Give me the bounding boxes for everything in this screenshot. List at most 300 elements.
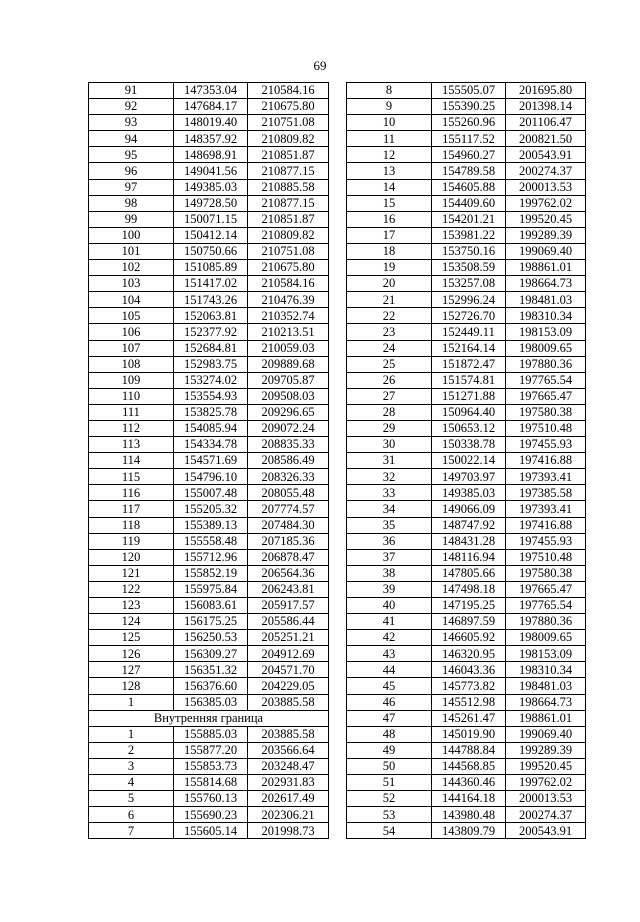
point-number-cell: 36 [347,533,432,549]
y-coordinate-cell: 199520.45 [506,758,586,774]
y-coordinate-cell: 204912.69 [248,646,329,662]
table-row [347,533,586,549]
x-coordinate-cell: 147684.17 [174,99,248,115]
y-coordinate-cell: 205586.44 [248,614,329,630]
table-row [89,260,329,276]
point-number-cell: 15 [347,195,432,211]
x-coordinate-cell: 146320.95 [432,646,506,662]
point-number-cell: 37 [347,549,432,565]
y-coordinate-cell: 199762.02 [506,195,586,211]
y-coordinate-cell: 201998.73 [248,823,329,839]
table-row [89,533,329,549]
x-coordinate-cell: 152726.70 [432,308,506,324]
point-number-cell: 119 [89,533,174,549]
point-number-cell: 114 [89,453,174,469]
point-number-cell: 6 [89,807,174,823]
x-coordinate-cell: 143980.48 [432,807,506,823]
y-coordinate-cell: 199762.02 [506,775,586,791]
point-number-cell: 18 [347,243,432,259]
y-coordinate-cell: 198664.73 [506,276,586,292]
table-row [347,469,586,485]
x-coordinate-cell: 144164.18 [432,791,506,807]
table-row [89,195,329,211]
point-number-cell: 17 [347,227,432,243]
table-row [347,131,586,147]
table-row [347,292,586,308]
page-number: 69 [313,58,327,73]
point-number-cell: 127 [89,662,174,678]
y-coordinate-cell: 198153.09 [506,324,586,340]
x-coordinate-cell: 144568.85 [432,758,506,774]
y-coordinate-cell: 210584.16 [248,276,329,292]
point-number-cell: 95 [89,147,174,163]
point-number-cell: 48 [347,726,432,742]
point-number-cell: 8 [347,83,432,99]
table-row [347,710,586,726]
table-row [347,662,586,678]
x-coordinate-cell: 155814.68 [174,775,248,791]
point-number-cell: 43 [347,646,432,662]
point-number-cell: 101 [89,243,174,259]
y-coordinate-cell: 197510.48 [506,420,586,436]
y-coordinate-cell: 197880.36 [506,356,586,372]
x-coordinate-cell: 150022.14 [432,453,506,469]
y-coordinate-cell: 206878.47 [248,549,329,565]
x-coordinate-cell: 149066.09 [432,501,506,517]
y-coordinate-cell: 197665.47 [506,388,586,404]
point-number-cell: 33 [347,485,432,501]
point-number-cell: 29 [347,420,432,436]
point-number-cell: 28 [347,404,432,420]
y-coordinate-cell: 199069.40 [506,726,586,742]
table-row [89,678,329,694]
y-coordinate-cell: 204571.70 [248,662,329,678]
table-row [89,115,329,131]
point-number-cell: 38 [347,565,432,581]
x-coordinate-cell: 155690.23 [174,807,248,823]
point-number-cell: 108 [89,356,174,372]
table-row [347,404,586,420]
y-coordinate-cell: 197765.54 [506,372,586,388]
y-coordinate-cell: 199069.40 [506,243,586,259]
x-coordinate-cell: 150964.40 [432,404,506,420]
y-coordinate-cell: 199520.45 [506,211,586,227]
x-coordinate-cell: 155205.32 [174,501,248,517]
y-coordinate-cell: 210877.15 [248,195,329,211]
x-coordinate-cell: 156175.25 [174,614,248,630]
table-row [347,598,586,614]
point-number-cell: 27 [347,388,432,404]
x-coordinate-cell: 151271.88 [432,388,506,404]
y-coordinate-cell: 209296.65 [248,404,329,420]
x-coordinate-cell: 154796.10 [174,469,248,485]
x-coordinate-cell: 151085.89 [174,260,248,276]
table-row [347,340,586,356]
x-coordinate-cell: 153274.02 [174,372,248,388]
point-number-cell: 34 [347,501,432,517]
table-row [89,163,329,179]
y-coordinate-cell: 204229.05 [248,678,329,694]
y-coordinate-cell: 202931.83 [248,775,329,791]
point-number-cell: 120 [89,549,174,565]
left-coordinates-table [88,82,329,839]
table-row [347,276,586,292]
x-coordinate-cell: 152063.81 [174,308,248,324]
table-row [347,324,586,340]
table-row [89,598,329,614]
point-number-cell: 94 [89,131,174,147]
point-number-cell: 2 [89,742,174,758]
y-coordinate-cell: 209705.87 [248,372,329,388]
point-number-cell: 3 [89,758,174,774]
x-coordinate-cell: 148116.94 [432,549,506,565]
table-row [347,630,586,646]
point-number-cell: 30 [347,437,432,453]
table-row [89,614,329,630]
point-number-cell: 40 [347,598,432,614]
table-row [89,437,329,453]
y-coordinate-cell: 208586.49 [248,453,329,469]
table-row [347,388,586,404]
x-coordinate-cell: 148431.28 [432,533,506,549]
table-row [89,775,329,791]
table-row [347,742,586,758]
y-coordinate-cell: 210584.16 [248,83,329,99]
x-coordinate-cell: 156309.27 [174,646,248,662]
point-number-cell: 35 [347,517,432,533]
table-row [89,211,329,227]
y-coordinate-cell: 197665.47 [506,581,586,597]
point-number-cell: 104 [89,292,174,308]
table-row [347,179,586,195]
x-coordinate-cell: 153554.93 [174,388,248,404]
point-number-cell: 21 [347,292,432,308]
point-number-cell: 53 [347,807,432,823]
point-number-cell: 100 [89,227,174,243]
y-coordinate-cell: 200274.37 [506,163,586,179]
x-coordinate-cell: 155605.14 [174,823,248,839]
y-coordinate-cell: 203885.58 [248,726,329,742]
table-row [347,614,586,630]
x-coordinate-cell: 154201.21 [432,211,506,227]
x-coordinate-cell: 156376.60 [174,678,248,694]
y-coordinate-cell: 198861.01 [506,260,586,276]
x-coordinate-cell: 148698.91 [174,147,248,163]
y-coordinate-cell: 200821.50 [506,131,586,147]
y-coordinate-cell: 206243.81 [248,581,329,597]
point-number-cell: 12 [347,147,432,163]
y-coordinate-cell: 206564.36 [248,565,329,581]
x-coordinate-cell: 146043.36 [432,662,506,678]
point-number-cell: 123 [89,598,174,614]
table-row [347,147,586,163]
point-number-cell: 118 [89,517,174,533]
point-number-cell: 126 [89,646,174,662]
y-coordinate-cell: 198664.73 [506,694,586,710]
x-coordinate-cell: 155390.25 [432,99,506,115]
point-number-cell: 1 [89,726,174,742]
x-coordinate-cell: 152377.92 [174,324,248,340]
point-number-cell: 39 [347,581,432,597]
y-coordinate-cell: 200543.91 [506,147,586,163]
x-coordinate-cell: 155712.96 [174,549,248,565]
x-coordinate-cell: 149385.03 [432,485,506,501]
section-title: Внутренняя граница [89,710,329,726]
table-row [89,823,329,839]
point-number-cell: 125 [89,630,174,646]
x-coordinate-cell: 149728.50 [174,195,248,211]
y-coordinate-cell: 197455.93 [506,533,586,549]
x-coordinate-cell: 151743.26 [174,292,248,308]
y-coordinate-cell: 200013.53 [506,179,586,195]
x-coordinate-cell: 155389.13 [174,517,248,533]
y-coordinate-cell: 198009.65 [506,340,586,356]
point-number-cell: 99 [89,211,174,227]
table-row [89,646,329,662]
table-row [347,565,586,581]
point-number-cell: 31 [347,453,432,469]
table-row [89,324,329,340]
x-coordinate-cell: 152164.14 [432,340,506,356]
x-coordinate-cell: 155505.07 [432,83,506,99]
table-row [89,388,329,404]
point-number-cell: 106 [89,324,174,340]
table-row [89,501,329,517]
x-coordinate-cell: 148747.92 [432,517,506,533]
y-coordinate-cell: 209508.03 [248,388,329,404]
y-coordinate-cell: 202617.49 [248,791,329,807]
table-row [347,308,586,324]
y-coordinate-cell: 198310.34 [506,662,586,678]
x-coordinate-cell: 147498.18 [432,581,506,597]
x-coordinate-cell: 147805.66 [432,565,506,581]
table-row [347,211,586,227]
point-number-cell: 96 [89,163,174,179]
y-coordinate-cell: 197416.88 [506,453,586,469]
x-coordinate-cell: 151872.47 [432,356,506,372]
x-coordinate-cell: 146897.59 [432,614,506,630]
x-coordinate-cell: 149041.56 [174,163,248,179]
point-number-cell: 111 [89,404,174,420]
point-number-cell: 109 [89,372,174,388]
point-number-cell: 24 [347,340,432,356]
y-coordinate-cell: 208326.33 [248,469,329,485]
table-row [347,356,586,372]
y-coordinate-cell: 203566.64 [248,742,329,758]
table-row [347,453,586,469]
x-coordinate-cell: 155852.19 [174,565,248,581]
x-coordinate-cell: 154605.88 [432,179,506,195]
y-coordinate-cell: 210851.87 [248,147,329,163]
y-coordinate-cell: 197510.48 [506,549,586,565]
table-row [89,227,329,243]
x-coordinate-cell: 154085.94 [174,420,248,436]
x-coordinate-cell: 156250.53 [174,630,248,646]
point-number-cell: 50 [347,758,432,774]
y-coordinate-cell: 207774.57 [248,501,329,517]
y-coordinate-cell: 197880.36 [506,614,586,630]
point-number-cell: 10 [347,115,432,131]
y-coordinate-cell: 210751.08 [248,243,329,259]
point-number-cell: 20 [347,276,432,292]
point-number-cell: 46 [347,694,432,710]
point-number-cell: 52 [347,791,432,807]
table-row [347,758,586,774]
x-coordinate-cell: 152996.24 [432,292,506,308]
table-row [89,694,329,710]
x-coordinate-cell: 145512.98 [432,694,506,710]
point-number-cell: 1 [89,694,174,710]
table-row [347,775,586,791]
table-row [89,131,329,147]
point-number-cell: 112 [89,420,174,436]
table-row [347,549,586,565]
table-row [347,260,586,276]
table-row [347,646,586,662]
y-coordinate-cell: 208055.48 [248,485,329,501]
point-number-cell: 16 [347,211,432,227]
point-number-cell: 32 [347,469,432,485]
table-row [347,163,586,179]
y-coordinate-cell: 197580.38 [506,404,586,420]
x-coordinate-cell: 155007.48 [174,485,248,501]
x-coordinate-cell: 148019.40 [174,115,248,131]
y-coordinate-cell: 210476.39 [248,292,329,308]
point-number-cell: 117 [89,501,174,517]
table-row [89,356,329,372]
y-coordinate-cell: 197455.93 [506,437,586,453]
point-number-cell: 116 [89,485,174,501]
point-number-cell: 47 [347,710,432,726]
point-number-cell: 98 [89,195,174,211]
y-coordinate-cell: 210809.82 [248,131,329,147]
point-number-cell: 107 [89,340,174,356]
point-number-cell: 51 [347,775,432,791]
x-coordinate-cell: 154409.60 [432,195,506,211]
point-number-cell: 42 [347,630,432,646]
y-coordinate-cell: 209072.24 [248,420,329,436]
x-coordinate-cell: 151574.81 [432,372,506,388]
table-row [347,195,586,211]
point-number-cell: 45 [347,678,432,694]
x-coordinate-cell: 150412.14 [174,227,248,243]
y-coordinate-cell: 199289.39 [506,742,586,758]
y-coordinate-cell: 210059.03 [248,340,329,356]
table-row [347,115,586,131]
point-number-cell: 22 [347,308,432,324]
point-number-cell: 115 [89,469,174,485]
table-row [89,453,329,469]
x-coordinate-cell: 150653.12 [432,420,506,436]
point-number-cell: 7 [89,823,174,839]
x-coordinate-cell: 155877.20 [174,742,248,758]
y-coordinate-cell: 199289.39 [506,227,586,243]
point-number-cell: 122 [89,581,174,597]
y-coordinate-cell: 207484.30 [248,517,329,533]
point-number-cell: 128 [89,678,174,694]
point-number-cell: 91 [89,83,174,99]
y-coordinate-cell: 201695.80 [506,83,586,99]
table-row [347,99,586,115]
x-coordinate-cell: 156385.03 [174,694,248,710]
y-coordinate-cell: 198009.65 [506,630,586,646]
x-coordinate-cell: 153508.59 [432,260,506,276]
table-row [89,791,329,807]
x-coordinate-cell: 150338.78 [432,437,506,453]
x-coordinate-cell: 153750.16 [432,243,506,259]
x-coordinate-cell: 150071.15 [174,211,248,227]
point-number-cell: 14 [347,179,432,195]
x-coordinate-cell: 144788.84 [432,742,506,758]
x-coordinate-cell: 152684.81 [174,340,248,356]
x-coordinate-cell: 156351.32 [174,662,248,678]
point-number-cell: 113 [89,437,174,453]
y-coordinate-cell: 210675.80 [248,260,329,276]
table-row [347,501,586,517]
table-row [89,485,329,501]
y-coordinate-cell: 197765.54 [506,598,586,614]
table-row [347,83,586,99]
point-number-cell: 105 [89,308,174,324]
y-coordinate-cell: 198153.09 [506,646,586,662]
table-row [347,227,586,243]
table-row [89,565,329,581]
x-coordinate-cell: 155760.13 [174,791,248,807]
x-coordinate-cell: 145019.90 [432,726,506,742]
x-coordinate-cell: 145261.47 [432,710,506,726]
x-coordinate-cell: 155853.73 [174,758,248,774]
y-coordinate-cell: 198481.03 [506,292,586,308]
y-coordinate-cell: 202306.21 [248,807,329,823]
point-number-cell: 44 [347,662,432,678]
table-row [89,758,329,774]
point-number-cell: 121 [89,565,174,581]
point-number-cell: 11 [347,131,432,147]
y-coordinate-cell: 198481.03 [506,678,586,694]
table-row [89,340,329,356]
table-row [89,83,329,99]
y-coordinate-cell: 208835.33 [248,437,329,453]
y-coordinate-cell: 197580.38 [506,565,586,581]
x-coordinate-cell: 154789.58 [432,163,506,179]
y-coordinate-cell: 201398.14 [506,99,586,115]
point-number-cell: 25 [347,356,432,372]
point-number-cell: 5 [89,791,174,807]
y-coordinate-cell: 210352.74 [248,308,329,324]
x-coordinate-cell: 150750.66 [174,243,248,259]
y-coordinate-cell: 200274.37 [506,807,586,823]
y-coordinate-cell: 210213.51 [248,324,329,340]
x-coordinate-cell: 155260.96 [432,115,506,131]
y-coordinate-cell: 210877.15 [248,163,329,179]
y-coordinate-cell: 198310.34 [506,308,586,324]
y-coordinate-cell: 210751.08 [248,115,329,131]
table-row [89,630,329,646]
point-number-cell: 19 [347,260,432,276]
table-row [89,517,329,533]
table-row [89,99,329,115]
y-coordinate-cell: 205251.21 [248,630,329,646]
x-coordinate-cell: 152449.11 [432,324,506,340]
x-coordinate-cell: 153981.22 [432,227,506,243]
x-coordinate-cell: 148357.92 [174,131,248,147]
section-header-row [89,710,329,726]
point-number-cell: 92 [89,99,174,115]
y-coordinate-cell: 203885.58 [248,694,329,710]
x-coordinate-cell: 155975.84 [174,581,248,597]
table-row [347,517,586,533]
y-coordinate-cell: 197385.58 [506,485,586,501]
